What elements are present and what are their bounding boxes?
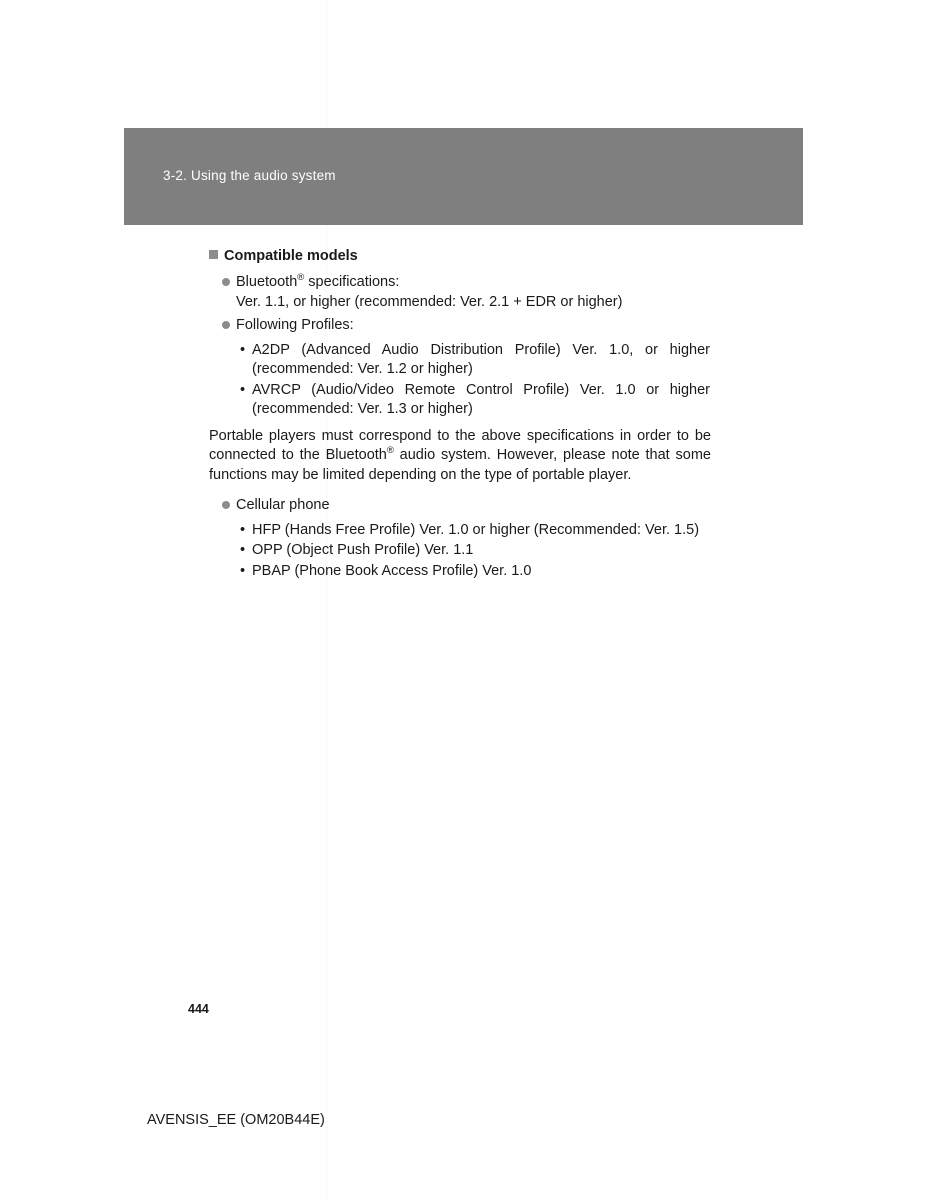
phone-profile-list [209, 521, 711, 582]
dot-bullet-icon: • [240, 542, 246, 558]
list-item [209, 341, 711, 380]
section-heading-label: Compatible models [224, 248, 358, 264]
round-bullet-icon [222, 278, 230, 286]
list-item [209, 521, 711, 541]
dot-bullet-icon: • [240, 521, 246, 538]
cellular-phone-label: Cellular phone [236, 497, 330, 513]
registered-trademark-icon: ® [297, 272, 305, 284]
section-header-title: 3-2. Using the audio system [163, 168, 336, 183]
paragraph-part-1: Portable players must correspond to the above specifications in order to be connected to the Bluetooth [209, 427, 711, 463]
section-heading [209, 248, 711, 264]
list-item [209, 562, 711, 582]
list-item-cellular-phone [209, 496, 711, 516]
following-profiles-label: Following Profiles: [236, 317, 354, 333]
list-item [209, 541, 711, 561]
bluetooth-label: Bluetooth [236, 274, 298, 290]
list-item-following-profiles [209, 316, 711, 336]
document-code: AVENSIS_EE (OM20B44E) [147, 1112, 325, 1128]
bluetooth-label-suffix: specifications: [304, 274, 400, 290]
dot-bullet-icon: • [240, 562, 246, 579]
profile-item-avrcp: AVRCP (Audio/Video Remote Control Profile) Ver. 1.0 or higher (recommended: Ver. 1.3 or higher) [252, 381, 710, 417]
portable-players-paragraph [209, 427, 711, 486]
profile-item-pbap: PBAP (Phone Book Access Profile) Ver. 1.0 [252, 562, 532, 579]
bluetooth-spec-text [236, 273, 622, 312]
audio-profile-list [209, 341, 711, 420]
bluetooth-version-line: Ver. 1.1, or higher (recommended: Ver. 2.1 + EDR or higher) [236, 293, 623, 310]
list-item [209, 381, 711, 420]
dot-bullet-icon: • [240, 341, 246, 358]
round-bullet-icon [222, 501, 230, 509]
profile-item-a2dp: A2DP (Advanced Audio Distribution Profile) Ver. 1.0, or higher (recommended: Ver. 1.2 or higher) [252, 341, 710, 377]
dot-bullet-icon: • [240, 381, 246, 398]
profile-item-hfp: HFP (Hands Free Profile) Ver. 1.0 or higher (Recommended: Ver. 1.5) [252, 521, 700, 538]
profile-item-opp: OPP (Object Push Profile) Ver. 1.1 [252, 542, 474, 558]
spacer [209, 485, 711, 496]
round-bullet-icon [222, 321, 230, 329]
list-item-bluetooth-spec [209, 273, 711, 312]
page-content [209, 248, 711, 582]
page-number: 444 [188, 1002, 209, 1016]
page-header-band [124, 128, 803, 225]
paragraph-part-2: audio system. However, please note that some functions may be limited depending on the type of portable player. [209, 447, 711, 483]
square-marker-icon [209, 250, 218, 259]
registered-trademark-icon: ® [386, 445, 394, 457]
